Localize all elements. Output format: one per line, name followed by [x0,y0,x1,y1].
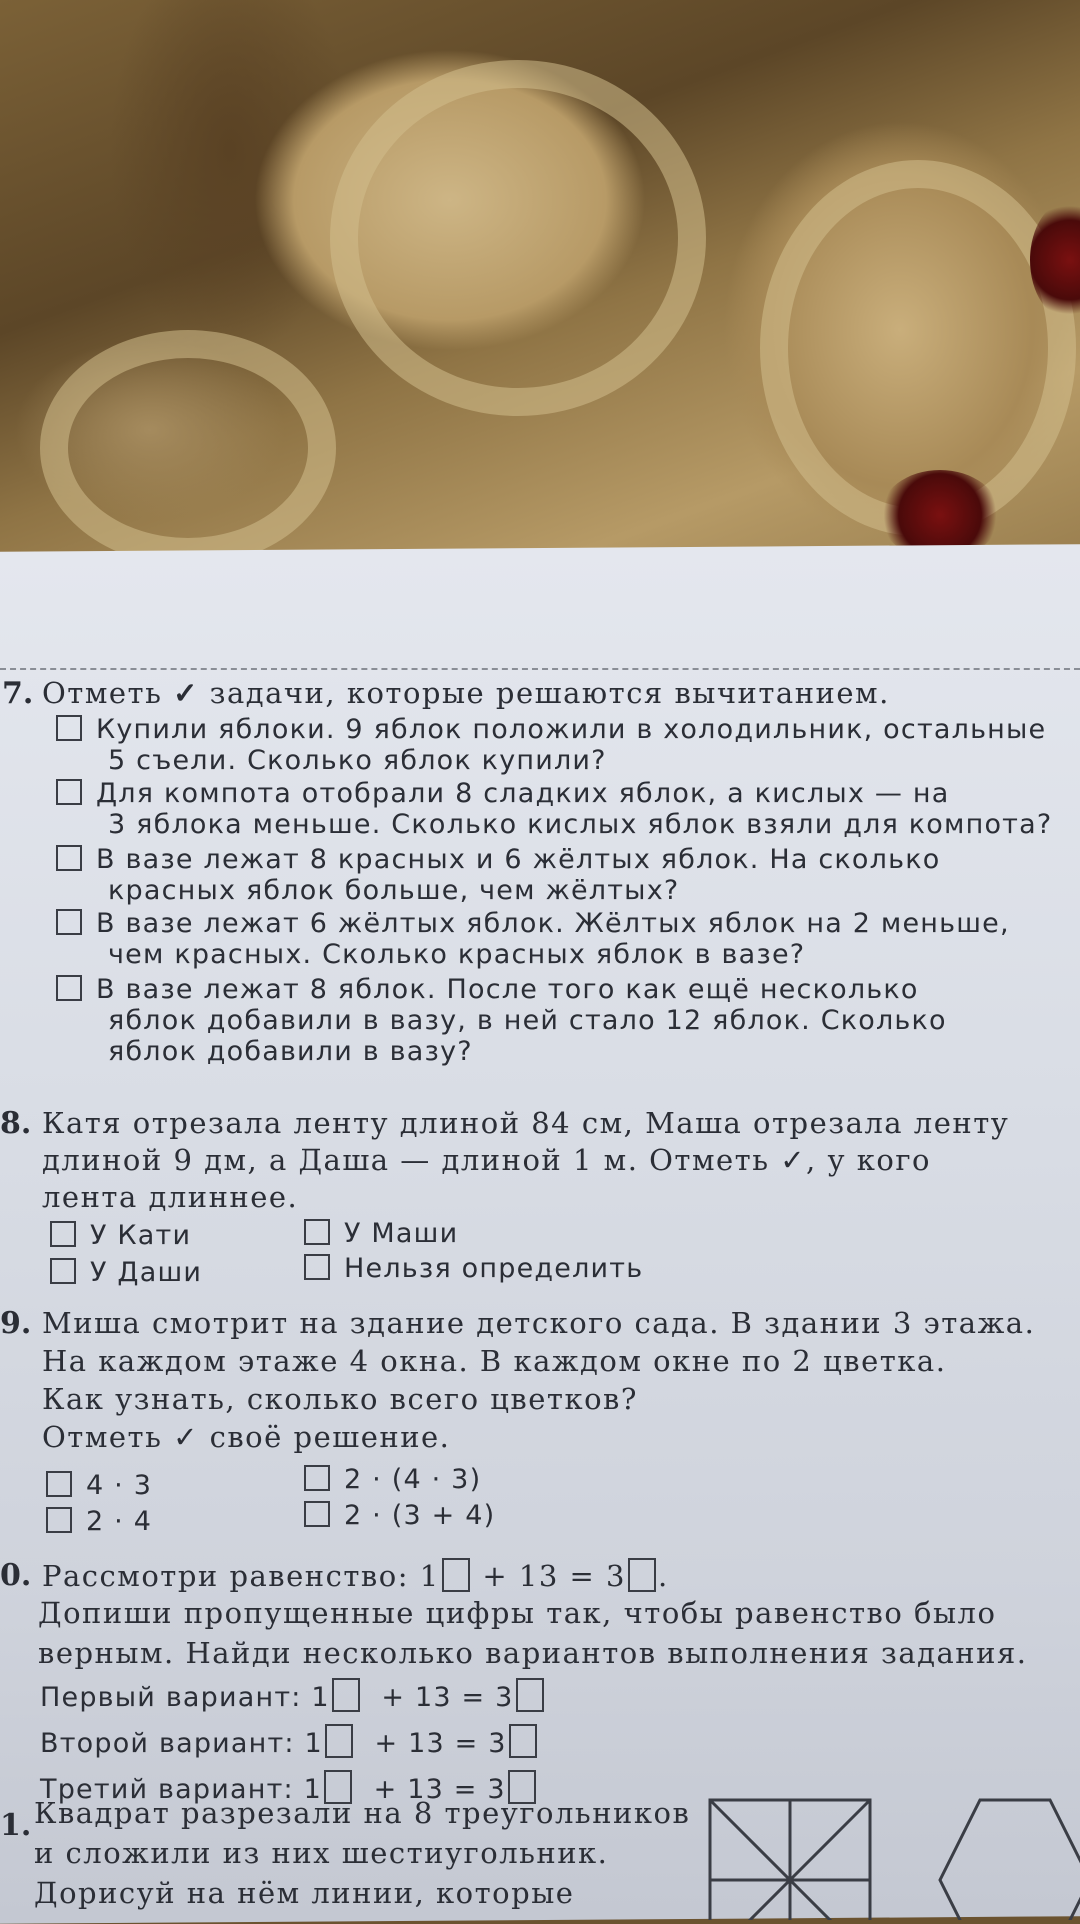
checkbox[interactable] [50,1258,76,1284]
checkbox[interactable] [50,1221,76,1247]
task-9-text: Миша смотрит на здание детского сада. В здании 3 этажа. На каждом этаже 4 окна. В каждом окне по 2 цветка. Как узнать, сколько всего цветков? Отметь ✓ своё решение. [42,1306,1036,1454]
cut-line [0,668,1080,670]
option-cannot-determine[interactable]: Нельзя определить [304,1253,643,1284]
task-7-option[interactable]: Купили яблоки. 9 яблок положили в холодильник, остальные 5 съели. Сколько яблок купили? [56,714,1052,778]
variant-2: Второй вариант: 1 + 13 = 3 [40,1724,546,1770]
carpet-swirl [330,60,706,416]
checkbox[interactable] [46,1507,72,1533]
task-7-option[interactable]: В вазе лежат 6 жёлтых яблок. Жёлтых яблок на 2 меньше, чем красных. Сколько красных яблок в вазе? [56,908,1052,974]
option-2x4x3[interactable]: 2 · (4 · 3) [304,1464,481,1495]
variant-1: Первый вариант: 1 + 13 = 3 [40,1678,546,1724]
checkbox[interactable] [304,1465,330,1491]
task-7-title: Отметь ✓ задачи, которые решаются вычитанием. [42,676,890,710]
variant-3: Третий вариант: 1 + 13 = 3 [40,1770,546,1805]
task-10-variants [40,1678,546,1805]
checkmark-icon: ✓ [173,676,199,710]
digit-box[interactable] [516,1678,544,1712]
checkbox[interactable] [56,845,82,871]
task-11-text: Квадрат разрезали на 8 треугольников и сложили из них шестиугольник. Дорисуй на нём линии, которые [34,1796,691,1910]
task-8-number: 8. [0,1106,32,1141]
option-dasha[interactable]: У Даши [50,1257,202,1288]
checkbox[interactable] [304,1501,330,1527]
square-cut-into-triangles [710,1800,870,1920]
task-7-options [56,714,1052,1067]
option-2x4[interactable]: 2 · 4 [46,1506,152,1537]
digit-box[interactable] [325,1724,353,1758]
checkbox[interactable] [56,975,82,1001]
checkbox[interactable] [56,909,82,935]
digit-box[interactable] [509,1724,537,1758]
task-7-option[interactable]: Для компота отобрали 8 сладких яблок, а кислых — на 3 яблока меньше. Сколько кислых яблок взяли для компота? [56,778,1052,844]
hexagon-shape[interactable] [940,1800,1080,1920]
task-9-number: 9. [0,1306,32,1341]
task-7-number: 7. [2,676,34,711]
task-10-number: 0. [0,1558,32,1593]
square-figure [700,1796,1080,1920]
task-11-number: 1. [0,1808,32,1843]
task-7-option[interactable]: В вазе лежат 8 яблок. После того как ещё несколько яблок добавили в вазу, в ней стало 12 яблок. Сколько яблок добавили в вазу? [56,974,1052,1067]
task-10-text: Допиши пропущенные цифры так, чтобы равенство было верным. Найди несколько вариантов выполнения задания. [38,1596,1028,1670]
carpet-background [0,0,1080,560]
checkbox[interactable] [46,1471,72,1497]
option-masha[interactable]: У Маши [304,1218,458,1249]
digit-box[interactable] [442,1558,470,1592]
carpet-swirl [40,330,336,566]
checkbox[interactable] [56,779,82,805]
option-2x3plus4[interactable]: 2 · (3 + 4) [304,1500,495,1531]
task-8-text: Катя отрезала ленту длиной 84 см, Маша отрезала ленту длиной 9 дм, а Даша — длиной 1 м. Отметь ✓, у кого лента длиннее. [42,1106,1010,1214]
checkbox[interactable] [304,1219,330,1245]
option-katya[interactable]: У Кати [50,1220,191,1251]
checkbox[interactable] [304,1254,330,1280]
option-4x3[interactable]: 4 · 3 [46,1470,152,1501]
digit-box[interactable] [332,1678,360,1712]
checkbox[interactable] [56,715,82,741]
digit-box[interactable] [628,1558,656,1592]
task-10-title: Рассмотри равенство: 1 + 13 = 3 . [42,1559,669,1593]
task-7-option[interactable]: В вазе лежат 8 красных и 6 жёлтых яблок. На сколько красных яблок больше, чем жёлтых? [56,844,1052,908]
